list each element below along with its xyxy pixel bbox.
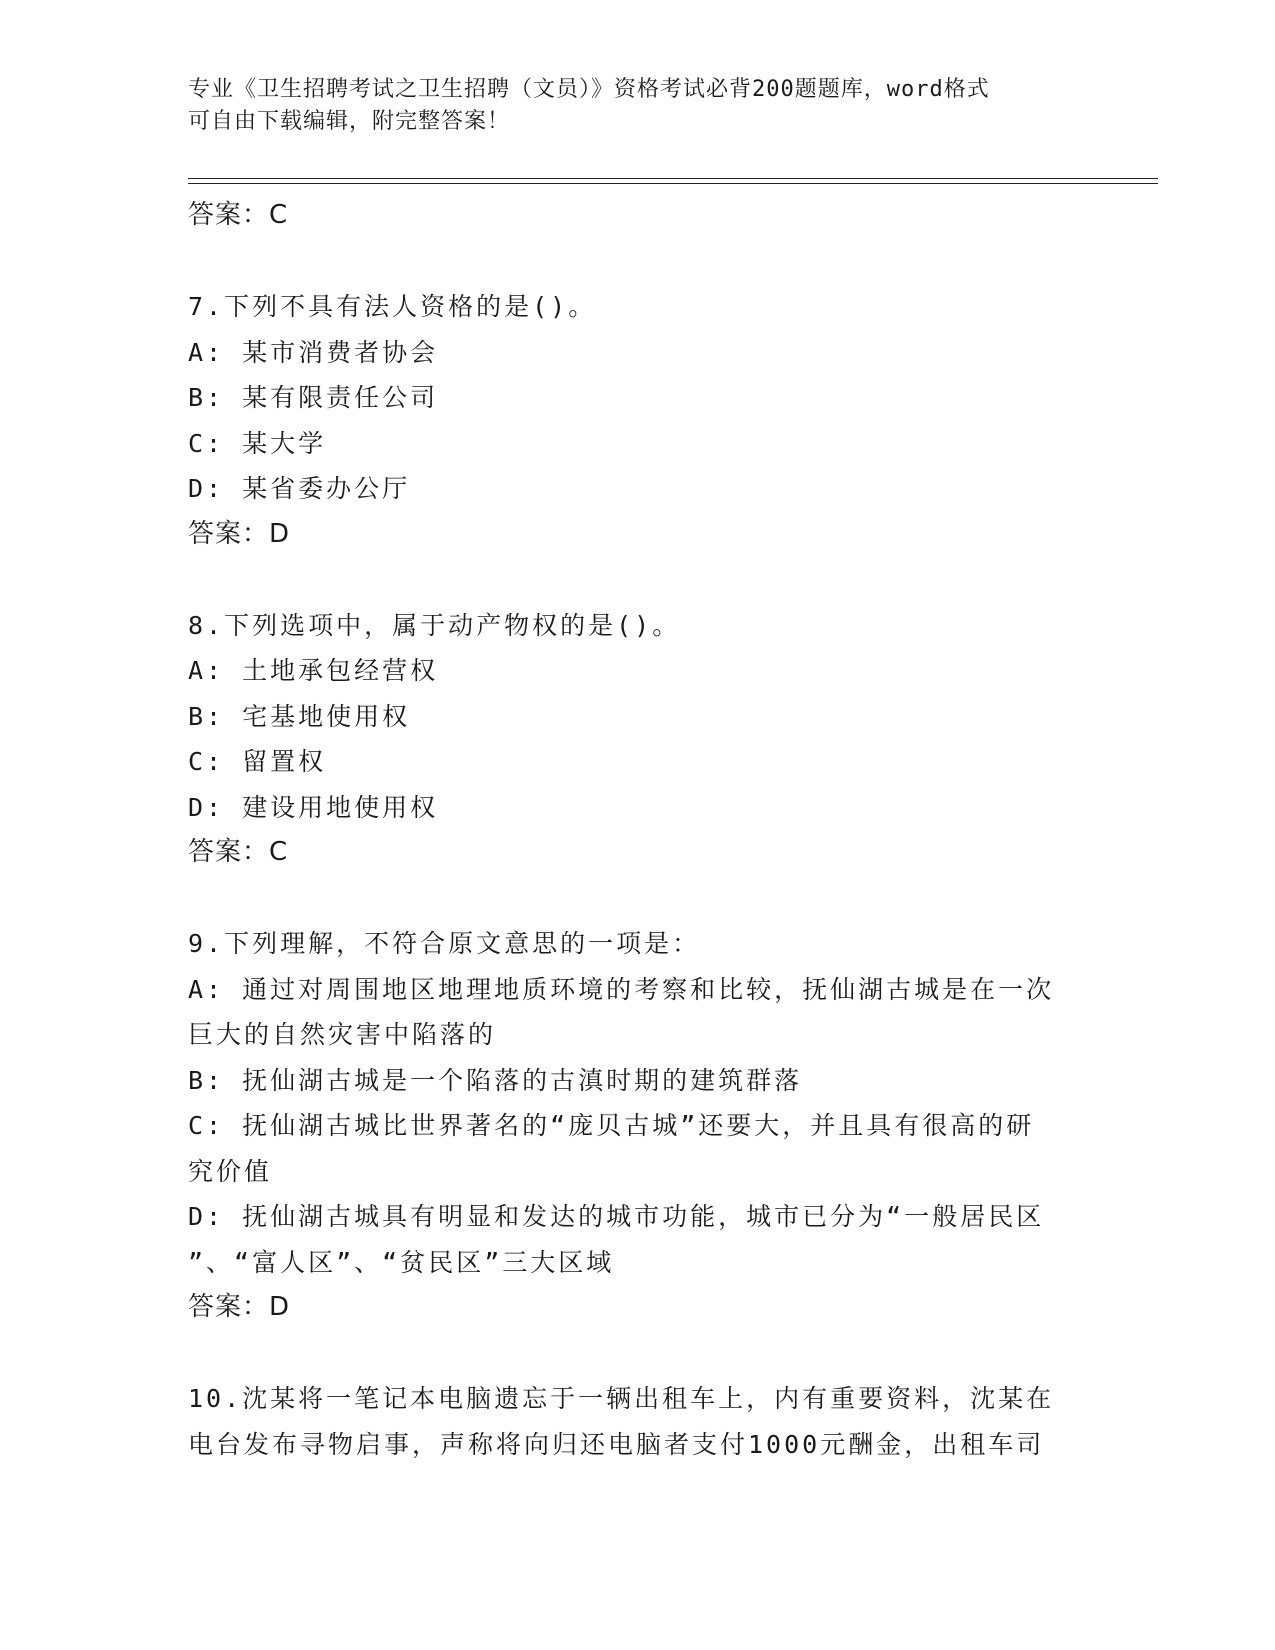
option-a: A: 土地承包经营权 — [188, 656, 439, 685]
question-9 — [188, 921, 1078, 1331]
question-text-line-1: 10.沈某将一笔记本电脑遗忘于一辆出租车上，内有重要资料，沈某在 — [188, 1384, 1055, 1413]
option-d: D: 建设用地使用权 — [188, 792, 439, 822]
answer: 答案：C — [188, 837, 289, 867]
option-c: C: 抚仙湖古城比世界著名的“庞贝古城”还要大，并且具有很高的研 — [188, 1111, 1035, 1140]
spacer — [188, 1331, 1078, 1377]
option-b: B: 宅基地使用权 — [188, 701, 411, 731]
header-divider-bottom — [188, 183, 1158, 184]
question-7 — [188, 284, 1078, 557]
option-c: C: 留置权 — [188, 747, 327, 776]
question-8 — [188, 603, 1078, 876]
question-text-line-2: 电台发布寻物启事，声称将向归还电脑者支付1000元酬金，出租车司 — [188, 1429, 1045, 1459]
option-a: A: 某市消费者协会 — [188, 337, 439, 367]
option-a: A: 通过对周围地区地理地质环境的考察和比较，抚仙湖古城是在一次 — [188, 974, 1055, 1004]
option-a-continued: 巨大的自然灾害中陷落的 — [188, 1020, 497, 1049]
question-text: 8.下列选项中，属于动产物权的是()。 — [188, 610, 681, 640]
document-body — [188, 193, 1078, 1467]
spacer — [188, 876, 1078, 922]
document-header — [188, 74, 1068, 138]
question-text: 7.下列不具有法人资格的是()。 — [188, 292, 597, 321]
answer: 答案：D — [188, 1292, 291, 1322]
option-c-continued: 究价值 — [188, 1156, 273, 1186]
option-b: B: 抚仙湖古城是一个陷落的古滇时期的建筑群落 — [188, 1065, 803, 1095]
option-c: C: 某大学 — [188, 428, 327, 458]
spacer — [188, 239, 1078, 285]
header-divider-top — [188, 178, 1158, 179]
option-d-continued: ”、“富人区”、“贫民区”三大区域 — [188, 1247, 615, 1277]
header-line-2: 可自由下载编辑，附完整答案！ — [188, 109, 511, 134]
option-d: D: 抚仙湖古城具有明显和发达的城市功能，城市已分为“一般居民区 — [188, 1202, 1045, 1231]
header-line-1: 专业《卫生招聘考试之卫生招聘（文员）》资格考试必背200题题库，word格式 — [188, 77, 990, 102]
option-b: B: 某有限责任公司 — [188, 383, 439, 412]
option-d: D: 某省委办公厅 — [188, 474, 411, 503]
answer: 答案：D — [188, 518, 291, 549]
question-text: 9.下列理解，不符合原文意思的一项是： — [188, 929, 701, 958]
answer-6: 答案：C — [188, 200, 289, 230]
question-10 — [188, 1376, 1078, 1467]
spacer — [188, 557, 1078, 603]
